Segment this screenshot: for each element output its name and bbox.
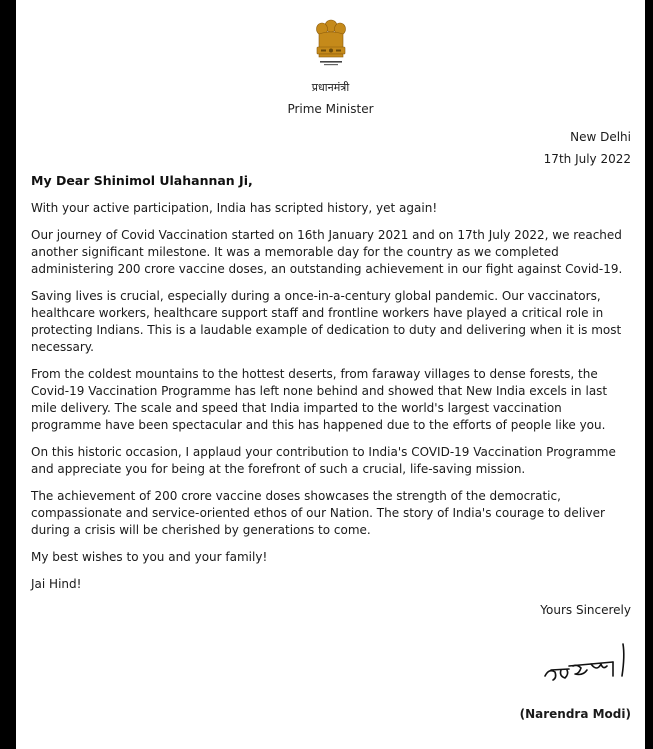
- closing: Yours Sincerely: [540, 603, 631, 617]
- paragraph: Saving lives is crucial, especially during a once-in-a-century global pandemic. Our vaccinators, healthcare workers, healthcare support staff and frontline workers have played a critical role in protecting Indians. This is a laudable example of dedication to duty and delivering when it is most necessary.: [31, 289, 622, 354]
- handwritten-signature: [539, 636, 631, 688]
- paragraph: On this historic occasion, I applaud your contribution to India's COVID-19 Vaccination Programme and appreciate you for being at the forefront of such a crucial, life-saving mission.: [31, 445, 616, 476]
- salutation: My Dear Shinimol Ulahannan Ji,: [31, 173, 253, 188]
- office-title: Prime Minister: [287, 102, 374, 116]
- letter-date: 17th July 2022: [543, 152, 631, 166]
- paragraph: Our journey of Covid Vaccination started on 16th January 2021 and on 17th July 2022, we reached another significant milestone. It was a memorable day for the country as we completed administering 200 crore vaccine doses, an outstanding achievement in our fight against Covid-19.: [31, 228, 623, 276]
- paragraph: The achievement of 200 crore vaccine doses showcases the strength of the democratic, compassionate and service-oriented ethos of our Nation. The story of India's courage to deliver during a crisis will be cherished by generations to come.: [31, 489, 605, 537]
- office-title-hindi: प्रधानमंत्री: [311, 81, 350, 94]
- state-emblem-icon: [312, 17, 350, 73]
- paragraph: My best wishes to you and your family!: [31, 550, 268, 564]
- letter-body: [31, 200, 631, 603]
- paragraph: Jai Hind!: [31, 577, 82, 591]
- paragraph: With your active participation, India has scripted history, yet again!: [31, 201, 438, 215]
- letter-page: [16, 0, 645, 749]
- letter-place: New Delhi: [570, 130, 631, 144]
- signer-name: (Narendra Modi): [519, 707, 631, 721]
- paragraph: From the coldest mountains to the hottest deserts, from faraway villages to dense forests, the Covid-19 Vaccination Programme has left none behind and showed that New India excels in last mile delivery. The scale and speed that India imparted to the world's largest vaccination programme have been spectacular and this has happened due to the efforts of people like you.: [31, 367, 608, 432]
